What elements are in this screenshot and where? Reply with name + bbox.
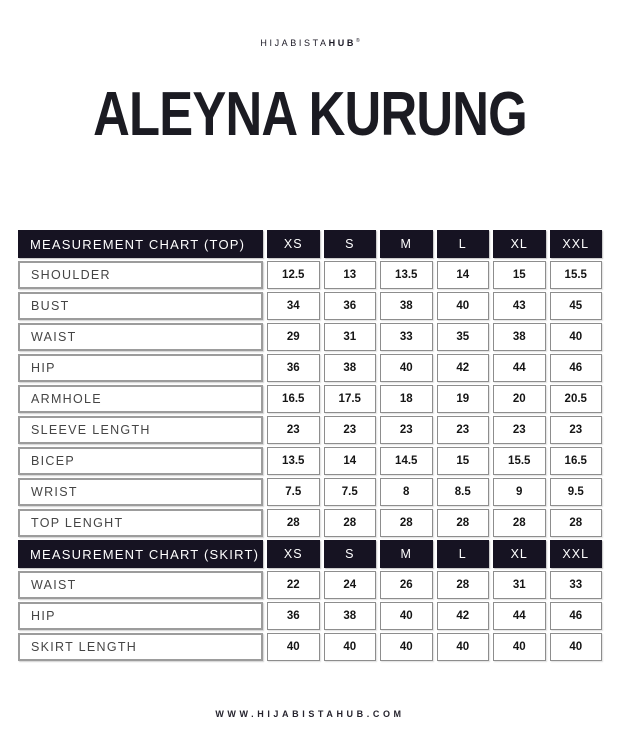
measurement-value: 28 [437,571,490,599]
measurement-value: 28 [550,509,603,537]
row-label: SKIRT LENGTH [18,633,263,661]
measurement-value: 23 [437,416,490,444]
measurement-value: 7.5 [267,478,320,506]
measurement-value: 17.5 [324,385,377,413]
row-label: HIP [18,602,263,630]
measurement-table-top [18,230,602,537]
measurement-value: 22 [267,571,320,599]
measurement-value: 33 [550,571,603,599]
measurement-value: 12.5 [267,261,320,289]
measurement-value: 18 [380,385,433,413]
measurement-value: 40 [267,633,320,661]
measurement-value: 20 [493,385,546,413]
measurement-value: 23 [267,416,320,444]
size-header-s: S [324,540,377,568]
measurement-value: 44 [493,602,546,630]
table-title-skirt: MEASUREMENT CHART (SKIRT) [18,540,263,568]
row-label: WAIST [18,571,263,599]
measurement-value: 45 [550,292,603,320]
measurement-value: 24 [324,571,377,599]
measurement-value: 9 [493,478,546,506]
measurement-value: 36 [267,602,320,630]
registered-trademark-mark: ® [355,38,360,44]
measurement-value: 44 [493,354,546,382]
measurement-table-skirt [18,540,602,661]
measurement-tables [18,230,602,661]
measurement-value: 20.5 [550,385,603,413]
measurement-value: 28 [380,509,433,537]
row-label: ARMHOLE [18,385,263,413]
row-label: SLEEVE LENGTH [18,416,263,444]
size-header-xs: XS [267,230,320,258]
measurement-value: 13.5 [267,447,320,475]
measurement-value: 14.5 [380,447,433,475]
measurement-value: 31 [324,323,377,351]
measurement-value: 40 [380,602,433,630]
row-label: BICEP [18,447,263,475]
measurement-value: 8 [380,478,433,506]
size-header-xs: XS [267,540,320,568]
measurement-value: 16.5 [550,447,603,475]
row-label: HIP [18,354,263,382]
size-header-xl: XL [493,230,546,258]
measurement-value: 16.5 [267,385,320,413]
measurement-value: 40 [493,633,546,661]
row-label: SHOULDER [18,261,263,289]
measurement-value: 40 [550,633,603,661]
measurement-value: 46 [550,354,603,382]
row-label: TOP LENGHT [18,509,263,537]
measurement-value: 40 [437,633,490,661]
measurement-value: 19 [437,385,490,413]
measurement-value: 42 [437,354,490,382]
measurement-value: 40 [380,633,433,661]
table-title-top: MEASUREMENT CHART (TOP) [18,230,263,258]
size-header-m: M [380,540,433,568]
measurement-value: 42 [437,602,490,630]
measurement-value: 26 [380,571,433,599]
measurement-value: 13 [324,261,377,289]
measurement-value: 13.5 [380,261,433,289]
measurement-value: 9.5 [550,478,603,506]
measurement-value: 46 [550,602,603,630]
measurement-value: 28 [267,509,320,537]
measurement-value: 7.5 [324,478,377,506]
measurement-value: 28 [493,509,546,537]
size-header-xxl: XXL [550,230,603,258]
measurement-value: 43 [493,292,546,320]
size-header-m: M [380,230,433,258]
measurement-value: 40 [437,292,490,320]
measurement-value: 40 [380,354,433,382]
measurement-value: 29 [267,323,320,351]
measurement-value: 23 [550,416,603,444]
measurement-value: 28 [437,509,490,537]
row-label: BUST [18,292,263,320]
measurement-value: 28 [324,509,377,537]
measurement-value: 14 [324,447,377,475]
measurement-value: 38 [324,354,377,382]
row-label: WAIST [18,323,263,351]
size-header-l: L [437,540,490,568]
row-label: WRIST [18,478,263,506]
measurement-value: 23 [324,416,377,444]
brand-logo [0,0,620,48]
website-url: WWW.HIJABISTAHUB.COM [215,709,405,719]
size-header-l: L [437,230,490,258]
measurement-value: 38 [493,323,546,351]
measurement-value: 23 [493,416,546,444]
measurement-value: 14 [437,261,490,289]
measurement-value: 8.5 [437,478,490,506]
measurement-value: 15 [437,447,490,475]
brand-logo-suffix: HUB [328,38,356,48]
measurement-value: 36 [324,292,377,320]
measurement-value: 33 [380,323,433,351]
measurement-value: 23 [380,416,433,444]
measurement-value: 38 [380,292,433,320]
size-header-xxl: XXL [550,540,603,568]
measurement-value: 36 [267,354,320,382]
size-header-xl: XL [493,540,546,568]
product-title: ALEYNA KURUNG [93,80,527,149]
measurement-value: 34 [267,292,320,320]
measurement-value: 40 [550,323,603,351]
measurement-value: 15.5 [493,447,546,475]
measurement-value: 15 [493,261,546,289]
measurement-value: 15.5 [550,261,603,289]
brand-logo-prefix: HIJABISTA [260,38,329,48]
measurement-value: 38 [324,602,377,630]
measurement-value: 31 [493,571,546,599]
measurement-value: 35 [437,323,490,351]
size-header-s: S [324,230,377,258]
measurement-value: 40 [324,633,377,661]
